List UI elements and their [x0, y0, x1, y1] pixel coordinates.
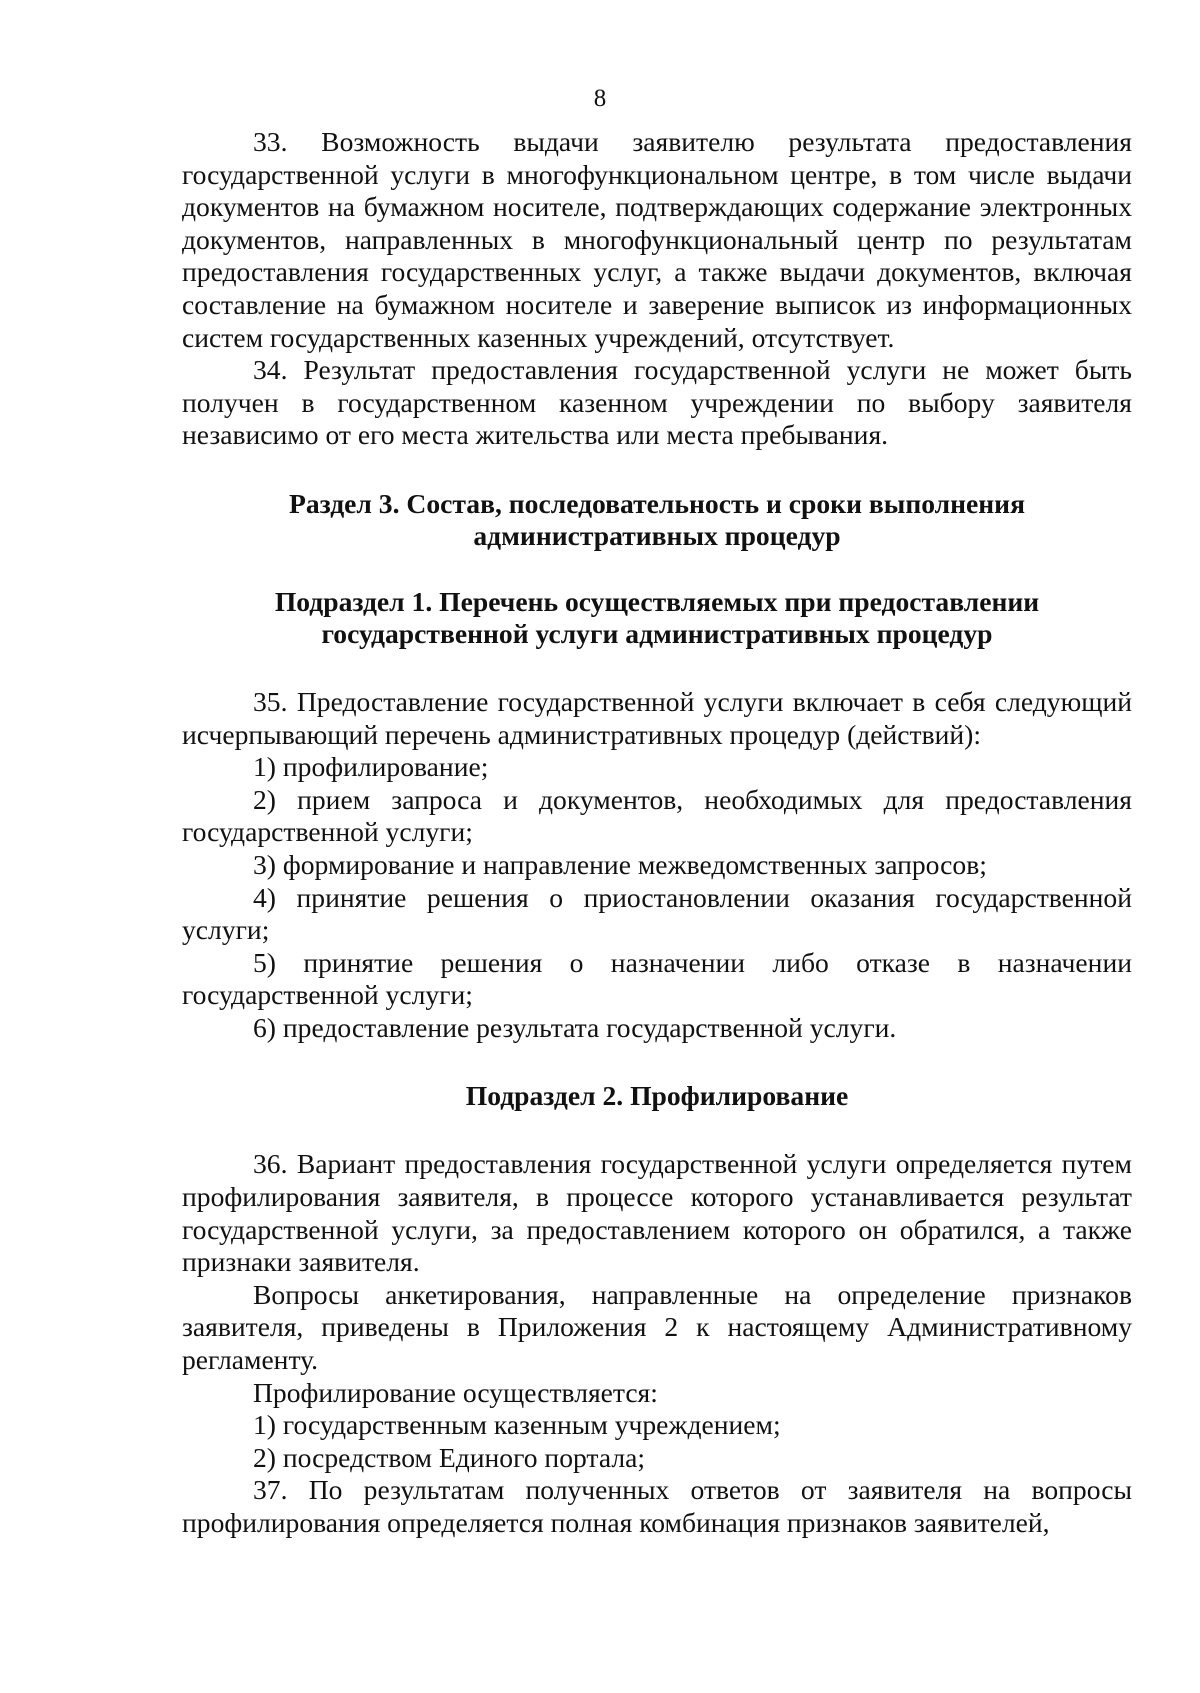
spacer — [182, 552, 1132, 586]
section-3-heading-line-1: Раздел 3. Состав, последовательность и сроки выполнения — [288, 487, 1026, 519]
list-item-5: 5) принятие решения о назначении либо отказе в назначении государственной услуги; — [182, 946, 1132, 1011]
list-item-4: 4) принятие решения о приостановлении оказания государственной услуги; — [182, 881, 1132, 946]
spacer — [182, 1044, 1132, 1080]
section-3-heading-line-2: административных процедур — [473, 519, 841, 551]
subsection-1-heading-line-1: Подраздел 1. Перечень осуществляемых при предоставлении — [274, 585, 1040, 617]
subsection-1-heading-line-2: государственной услуги административных процедур — [321, 617, 993, 649]
paragraph-questionnaire: Вопросы анкетирования, направленные на определение признаков заявителя, приведены в Приложения 2 к настоящему Административному регламенту. — [182, 1278, 1132, 1376]
paragraph-36: 36. Вариант предоставления государственной услуги определяется путем профилирования заявителя, в процессе которого устанавливается результат государственной услуги, за предоставлением которого он обратился, а также признаки заявителя. — [182, 1148, 1132, 1278]
list-item-6: 6) предоставление результата государственной услуги. — [253, 1011, 897, 1043]
document-body — [182, 126, 1132, 1540]
paragraph-33: 33. Возможность выдачи заявителю результата предоставления государственной услуги в многофункциональном центре, в том числе выдачи документов на бумажном носителе, подтверждающих содержание электронных документов, направленных в многофункциональный центр по результатам предоставления государственных услуг, а также выдачи документов, включая составление на бумажном носителе и заверение выписок из информационных систем государственных казенных учреждений, отсутствует. — [182, 126, 1132, 353]
profiling-item-1: 1) государственным казенным учреждением; — [253, 1409, 781, 1441]
list-item-1: 1) профилирование; — [253, 751, 489, 783]
spacer — [182, 1112, 1132, 1148]
spacer — [182, 452, 1132, 488]
spacer — [182, 650, 1132, 686]
subsection-1-heading — [182, 586, 1132, 650]
subsection-2-heading: Подраздел 2. Профилирование — [465, 1080, 849, 1112]
section-3-heading — [182, 488, 1132, 552]
profiling-item-2: 2) посредством Единого портала; — [253, 1441, 645, 1473]
paragraph-profiling-intro: Профилирование осуществляется: — [253, 1376, 658, 1408]
paragraph-35: 35. Предоставление государственной услуги включает в себя следующий исчерпывающий перечень административных процедур (действий): — [182, 685, 1132, 750]
page-number: 8 — [593, 85, 607, 112]
list-item-2: 2) прием запроса и документов, необходимых для предоставления государственной услуги; — [182, 783, 1132, 848]
paragraph-34: 34. Результат предоставления государственной услуги не может быть получен в государственном казенном учреждении по выбору заявителя независимо от его места жительства или места пребывания. — [182, 354, 1132, 451]
list-item-3: 3) формирование и направление межведомственных запросов; — [253, 848, 987, 880]
paragraph-37: 37. По результатам полученных ответов от заявителя на вопросы профилирования определяется полная комбинация признаков заявителей, — [182, 1474, 1132, 1538]
